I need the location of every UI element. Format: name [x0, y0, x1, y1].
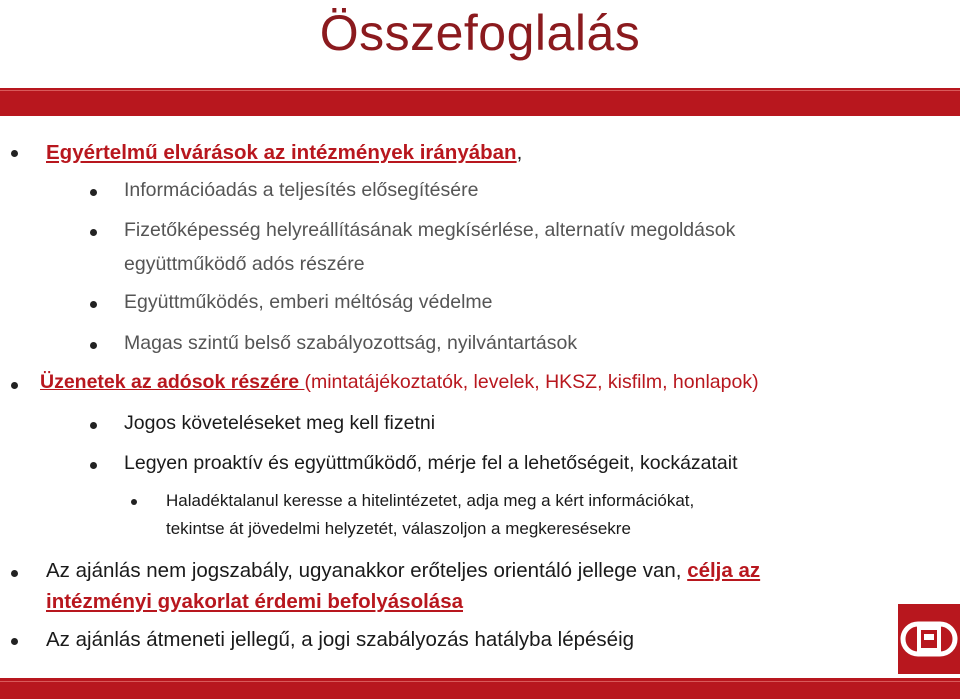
bottom-divider-band	[0, 678, 960, 699]
list-item-info-provision: Információadás a teljesítés elősegítésére	[124, 179, 479, 201]
bullet-dot	[90, 342, 97, 349]
list-item-transitional: Az ajánlás átmeneti jellegű, a jogi szabályozás hatályba lépéséig	[46, 628, 635, 651]
bullet-dot	[11, 150, 18, 157]
list-item-solvency-2: együttműködő adós részére	[124, 253, 365, 275]
logo-icon	[898, 604, 960, 674]
list-item-regulation: Magas szintű belső szabályozottság, nyilvántartások	[124, 332, 578, 354]
list-item-contact-bank-2: tekintse át jövedelmi helyzetét, válaszoljon a megkeresésekre	[166, 519, 631, 538]
bullet-dot	[11, 382, 18, 389]
list-item-recommendation-1: Az ajánlás nem jogszabály, ugyanakkor erőteljes orientáló jellege van, célja az	[46, 559, 761, 582]
recommendation-goal-link[interactable]: célja az	[687, 559, 761, 582]
expectations-link[interactable]: Egyértelmű elvárások az intézmények irányában	[46, 141, 517, 164]
bullet-dot	[11, 638, 18, 645]
list-item-cooperation: Együttműködés, emberi méltóság védelme	[124, 291, 493, 313]
list-item-messages: Üzenetek az adósok részére (mintatájékoztatók, levelek, HKSZ, kisfilm, honlapok)	[40, 371, 759, 393]
bullet-dot	[90, 301, 97, 308]
bullet-dot	[11, 570, 18, 577]
recommendation-goal-link-cont[interactable]: intézményi gyakorlat érdemi befolyásolása	[46, 590, 463, 613]
list-item-recommendation-2	[46, 590, 463, 614]
list-item-solvency-1: Fizetőképesség helyreállításának megkísérlése, alternatív megoldások	[124, 219, 736, 241]
list-item-contact-bank-1: Haladéktalanul keresse a hitelintézetet, adja meg a kért információkat,	[166, 491, 695, 510]
top-divider-band	[0, 88, 960, 116]
bullet-dot	[90, 422, 97, 429]
bullet-dot	[131, 499, 137, 505]
bullet-dot	[90, 229, 97, 236]
bullet-dot	[90, 189, 97, 196]
messages-link[interactable]: Üzenetek az adósok részére	[40, 371, 305, 393]
list-item-proactive: Legyen proaktív és együttműködő, mérje fel a lehetőségeit, kockázatait	[124, 452, 738, 474]
list-item-expectations: Egyértelmű elvárások az intézmények irányában,	[46, 141, 523, 164]
slide-title: Összefoglalás	[319, 5, 641, 61]
bullet-dot	[90, 462, 97, 469]
list-item-pay-debts: Jogos követeléseket meg kell fizetni	[124, 412, 436, 434]
